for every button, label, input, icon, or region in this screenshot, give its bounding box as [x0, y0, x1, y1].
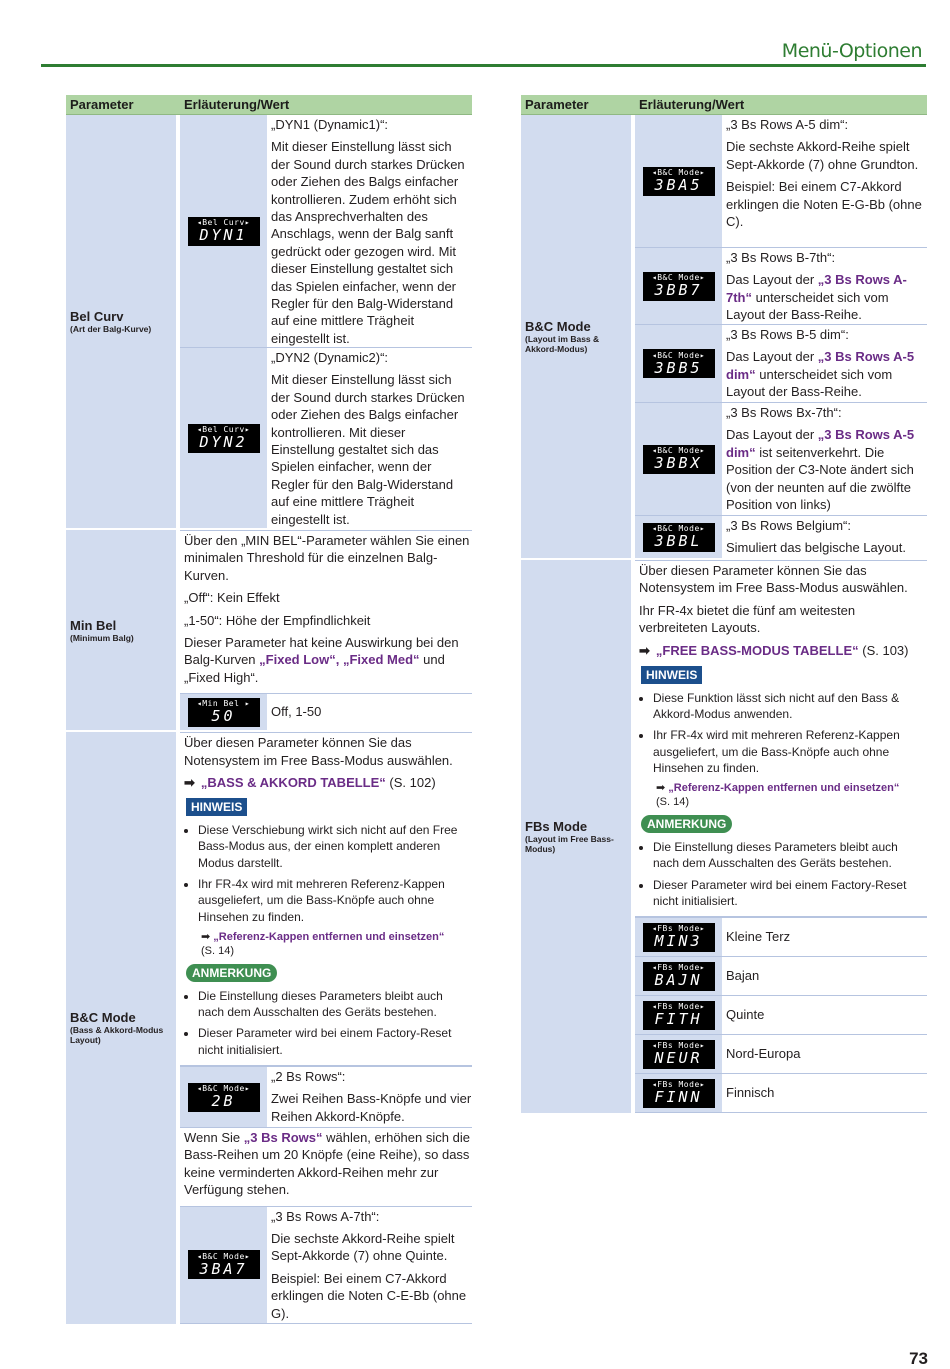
list-item: • Ihr FR-4x wird mit mehreren Referenz-Kappen ausgeliefert, um die Bass-Knöpfe auch ohne Hinsehen zu finden. — [198, 876, 472, 925]
option-text: Zwei Reihen Bass-Knöpfe und vier Reihen Akkord-Knöpfe. — [271, 1091, 472, 1124]
option-title: „3 Bs Rows A-5 dim“: — [726, 117, 849, 132]
option-title: „DYN1 (Dynamic1)“: — [271, 117, 389, 132]
param-name: Min Bel — [70, 617, 117, 633]
list-item: • Die Einstellung dieses Parameters bleibt auch nach dem Ausschalten des Geräts bestehen. — [653, 839, 927, 872]
list-item: • Diese Verschiebung wirkt sich nicht auf den Free Bass-Modus aus, der einen komplett anderen Modus darstellt. — [198, 822, 472, 871]
param-row-bc-mode — [66, 732, 472, 1323]
lcd-display: ◂Min Bel ▸ 50 — [188, 698, 260, 727]
value-range: Off, 1-50 — [271, 704, 322, 720]
hinweis-badge: HINWEIS — [641, 666, 702, 684]
option-title: „2 Bs Rows“: — [271, 1069, 346, 1085]
param-name-cell — [521, 560, 631, 1113]
text: Wenn Sie „3 Bs Rows“ wählen, erhöhen sich die Bass-Reihen um 20 Knöpfe (eine Reihe), so dass keine verminderten Akkord-Reihen mehr zur Verfügung stehen. — [184, 1130, 470, 1198]
option-fbs-finn — [635, 1074, 927, 1113]
list-item: • Dieser Parameter wird bei einem Factory-Reset nicht initialisiert. — [653, 877, 927, 910]
option-text: Das Layout der „3 Bs Rows A-7th“ unterscheidet sich vom Layout der Bass-Reihe. — [726, 272, 907, 323]
anmerkung-badge: ANMERKUNG — [186, 964, 277, 982]
param-subtitle: (Minimum Balg) — [70, 632, 134, 643]
option-3bs-belgium — [635, 516, 927, 558]
option-text: Beispiel: Bei einem C7-Akkord erklingen die Noten C-E-Bb (ohne G). — [271, 1270, 467, 1321]
table-header — [66, 95, 472, 115]
bc-mode-3bs-note — [180, 1128, 472, 1207]
lcd-display: ◂B&C Mode▸ 2B — [188, 1083, 260, 1112]
anmerkung-list — [184, 988, 472, 1058]
option-title: „3 Bs Rows A-7th“: — [271, 1208, 380, 1224]
option-3bs-b7 — [635, 248, 927, 325]
text: „Off“: Kein Effekt — [184, 590, 280, 606]
lcd-display: ◂FBs Mode▸ NEUR — [643, 1040, 715, 1069]
param-subtitle: (Layout im Free Bass-Modus) — [525, 834, 614, 855]
header-parameter: Parameter — [70, 97, 134, 112]
option-label: Finnisch — [726, 1085, 775, 1101]
text: „1-50“: Höhe der Empfindlichkeit — [184, 612, 371, 628]
param-name-cell — [521, 115, 631, 558]
param-subtitle: (Art der Balg-Kurve) — [70, 324, 152, 334]
table-header — [521, 95, 927, 115]
min-bel-description — [180, 530, 472, 694]
reference: ➡ „BASS & AKKORD TABELLE“ (S. 102) — [184, 775, 436, 791]
text: Über den „MIN BEL“-Parameter wählen Sie einen minimalen Threshold für die einzelnen Balg-Kurven. — [184, 533, 470, 583]
reference: ➡ „FREE BASS-MODUS TABELLE“ (S. 103) — [639, 642, 909, 658]
link-3bs-a5[interactable]: „3 Bs Rows A-5 dim“ — [726, 349, 915, 382]
list-item: • Diese Funktion lässt sich nicht auf den Bass & Akkord-Modus anwenden. — [653, 690, 927, 723]
link-3bs-a7[interactable]: „3 Bs Rows A-7th“ — [726, 272, 907, 305]
text: Über diesen Parameter können Sie das Notensystem im Free Bass-Modus auswählen. — [639, 563, 908, 596]
param-name: B&C Mode — [70, 1010, 136, 1026]
option-label: Quinte — [726, 1007, 765, 1023]
option-label: Nord-Europa — [726, 1046, 801, 1062]
option-text: Die sechste Akkord-Reihe spielt Sept-Akkorde (7) ohne Grundton. — [726, 139, 919, 172]
option-fbs-neur — [635, 1035, 927, 1074]
option-min-bel-value — [180, 694, 472, 730]
option-dyn2 — [180, 348, 472, 528]
option-text: Das Layout der „3 Bs Rows A-5 dim“ ist seitenverkehrt. Die Position der C3-Note ändert sich (von der neunten auf die zwölfte Position von links) — [726, 427, 915, 513]
link-free-bass-tabelle[interactable]: „FREE BASS-MODUS TABELLE“ — [655, 642, 859, 658]
option-3bs-bx7 — [635, 403, 927, 516]
sub-reference: ➡ „Referenz-Kappen entfernen und einsetzen“ (S. 14) — [656, 782, 900, 809]
hinweis-list — [184, 822, 472, 925]
param-row-fbs-mode — [521, 560, 927, 1113]
sub-reference: ➡ „Referenz-Kappen entfernen und einsetzen“ (S. 14) — [201, 930, 445, 957]
hinweis-badge: HINWEIS — [186, 798, 247, 816]
option-2bs-rows — [180, 1066, 472, 1128]
option-text: Mit dieser Einstellung lässt sich der Sound durch starkes Drücken oder Ziehen des Balgs einfacher kontrollieren. Mit dieser Einstellung gestaltet sich das Spielen einfacher, wenn der Regler für den Balg-Widerstand auf eine mittlere Trägheit eingestellt ist. — [271, 372, 465, 527]
lcd-display: ◂Bel Curv▸ DYN2 — [188, 424, 260, 453]
link-bass-akkord-tabelle[interactable]: „BASS & AKKORD TABELLE“ — [200, 775, 386, 791]
option-dyn1 — [180, 115, 472, 348]
option-fbs-min3 — [635, 917, 927, 957]
arrow-right-icon: ➡ — [184, 775, 195, 791]
option-title: „3 Bs Rows B-5 dim“: — [726, 327, 849, 342]
anmerkung-list — [639, 839, 927, 909]
right-parameter-table — [521, 95, 927, 1113]
option-fbs-fith — [635, 996, 927, 1035]
arrow-right-icon: ➡ — [656, 782, 669, 795]
text: Ihr FR-4x bietet die fünf am weitesten verbreiteten Layouts. — [639, 602, 856, 636]
param-subtitle: (Layout im Bass & Akkord-Modus) — [525, 334, 600, 354]
param-row-min-bel — [66, 530, 472, 730]
lcd-display: ◂FBs Mode▸ FITH — [643, 1001, 715, 1030]
param-name: B&C Mode — [525, 319, 591, 334]
header-description: Erläuterung/Wert — [639, 97, 745, 112]
option-text: Mit dieser Einstellung lässt sich der Sound durch starkes Drücken oder Ziehen des Balgs einfacher kontrollieren. Zudem erhöht sich das Ansprechverhalten des Anschlags, wenn der Balg sanft gedrückt oder gezogen wird. Mit dieser Einstellung gestaltet sich das Spielen einfacher, wenn der Regler für den Balg-Widerstand auf eine mittlere Trägheit eingestellt ist. — [271, 139, 465, 346]
link-referenz-kappen[interactable]: „Referenz-Kappen entfernen und einsetzen“ — [213, 930, 445, 943]
page-section-title: Menü-Optionen — [781, 40, 922, 62]
param-name-cell — [66, 732, 176, 1323]
option-text: Beispiel: Bei einem C7-Akkord erklingen die Noten E-G-Bb (ohne C). — [726, 179, 922, 230]
lcd-display: ◂B&C Mode▸ 3BBL — [643, 523, 715, 552]
header-description: Erläuterung/Wert — [184, 97, 290, 112]
option-fbs-bajn — [635, 957, 927, 996]
fbs-mode-description — [635, 560, 927, 917]
param-subtitle: (Bass & Akkord-Modus Layout) — [70, 1025, 164, 1046]
option-title: „3 Bs Rows B-7th“: — [726, 250, 836, 265]
param-name-cell — [66, 530, 176, 730]
option-text: Die sechste Akkord-Reihe spielt Sept-Akkorde (7) ohne Quinte. — [271, 1231, 455, 1264]
param-name: Bel Curv — [70, 309, 124, 324]
option-label: Kleine Terz — [726, 929, 791, 945]
bc-mode-description — [180, 732, 472, 1066]
header-parameter: Parameter — [525, 97, 589, 112]
lcd-display: ◂Bel Curv▸ DYN1 — [188, 217, 260, 246]
header-rule — [41, 64, 926, 67]
lcd-display: ◂FBs Mode▸ MIN3 — [643, 923, 715, 952]
arrow-right-icon: ➡ — [201, 930, 214, 943]
option-title: „3 Bs Rows Bx-7th“: — [726, 405, 842, 420]
option-3bs-a7 — [180, 1207, 472, 1324]
lcd-display: ◂B&C Mode▸ 3BA7 — [188, 1250, 260, 1279]
param-name-cell — [66, 115, 176, 528]
anmerkung-badge: ANMERKUNG — [641, 815, 732, 833]
lcd-display: ◂B&C Mode▸ 3BA5 — [643, 167, 715, 196]
page-number: 73 — [909, 1349, 928, 1368]
lcd-display: ◂FBs Mode▸ BAJN — [643, 962, 715, 991]
arrow-right-icon: ➡ — [639, 642, 650, 658]
link-fixed-curves[interactable]: „Fixed Low“, „Fixed Med“ — [259, 652, 420, 668]
list-item: • Die Einstellung dieses Parameters bleibt auch nach dem Ausschalten des Geräts bestehen. — [198, 988, 472, 1021]
option-3bs-b5 — [635, 325, 927, 403]
link-referenz-kappen[interactable]: „Referenz-Kappen entfernen und einsetzen“ — [668, 782, 900, 795]
link-3bs-rows[interactable]: „3 Bs Rows“ — [243, 1130, 323, 1146]
lcd-display: ◂B&C Mode▸ 3BB7 — [643, 272, 715, 301]
lcd-display: ◂B&C Mode▸ 3BBX — [643, 445, 715, 474]
text: Über diesen Parameter können Sie das Notensystem im Free Bass-Modus auswählen. — [184, 735, 453, 768]
option-text: Das Layout der „3 Bs Rows A-5 dim“ unterscheidet sich vom Layout der Bass-Reihe. — [726, 349, 915, 400]
option-title: „3 Bs Rows Belgium“: — [726, 518, 851, 533]
lcd-display: ◂B&C Mode▸ 3BB5 — [643, 349, 715, 378]
option-title: „DYN2 (Dynamic2)“: — [271, 350, 389, 365]
list-item: • Ihr FR-4x wird mit mehreren Referenz-Kappen ausgeliefert, um die Bass-Knöpfe auch ohne Hinsehen zu finden. — [653, 727, 927, 776]
option-text: Simuliert das belgische Layout. — [726, 540, 906, 556]
lcd-display: ◂FBs Mode▸ FINN — [643, 1079, 715, 1108]
link-3bs-a5[interactable]: „3 Bs Rows A-5 dim“ — [726, 427, 915, 460]
param-row-bc-mode-layout — [521, 115, 927, 558]
param-row-bel-curv — [66, 115, 472, 528]
option-label: Bajan — [726, 968, 760, 984]
left-parameter-table — [66, 95, 472, 1324]
list-item: • Dieser Parameter wird bei einem Factory-Reset nicht initialisiert. — [198, 1025, 472, 1058]
param-name: FBs Mode — [525, 819, 588, 835]
option-3bs-a5 — [635, 115, 927, 248]
text: Dieser Parameter hat keine Auswirkung bei den Balg-Kurven „Fixed Low“, „Fixed Med“ und „Fixed High“. — [184, 635, 459, 685]
hinweis-list — [639, 690, 927, 776]
